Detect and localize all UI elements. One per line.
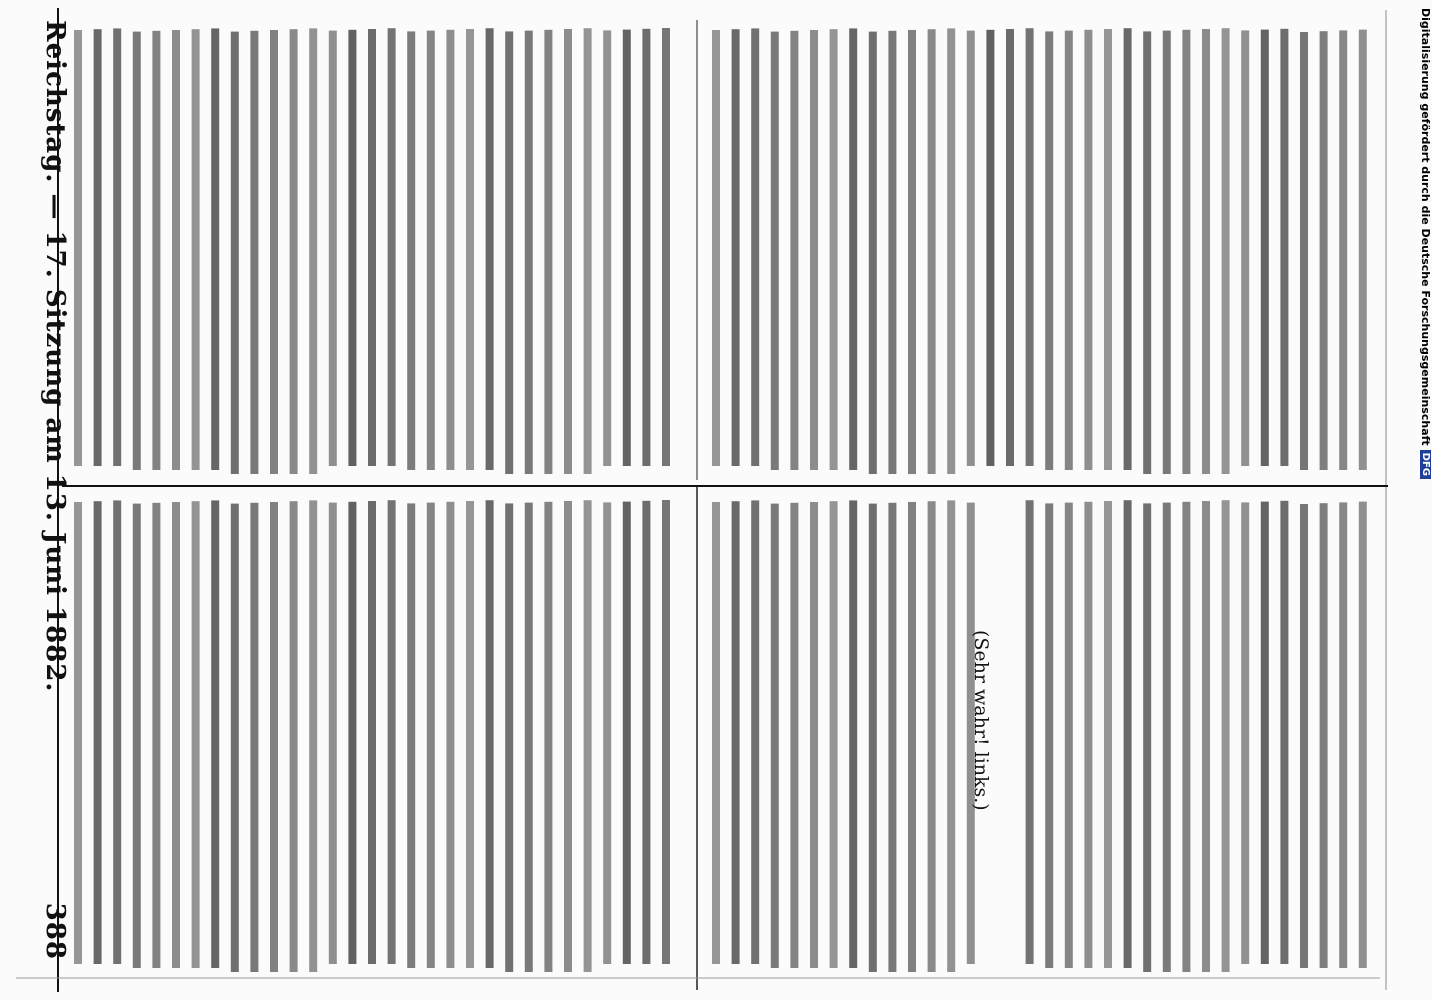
text-line <box>348 502 356 964</box>
text-line <box>1104 29 1112 470</box>
page-number: 388 <box>40 902 70 960</box>
text-line <box>771 504 779 968</box>
text-line <box>192 29 200 470</box>
text-line <box>388 28 396 466</box>
text-line <box>525 503 533 972</box>
text-line <box>947 28 955 474</box>
text-line <box>584 500 592 972</box>
text-line <box>1222 500 1230 972</box>
text-line <box>133 504 141 968</box>
text-line <box>849 28 857 470</box>
text-line <box>790 31 798 470</box>
text-line <box>270 502 278 972</box>
text-line <box>908 502 916 972</box>
running-header <box>40 20 70 960</box>
text-line <box>466 29 474 470</box>
text-line <box>947 500 955 972</box>
text-line <box>908 30 916 474</box>
text-line <box>662 500 670 964</box>
text-line <box>152 503 160 968</box>
text-line <box>751 500 759 964</box>
text-line <box>1300 504 1308 968</box>
text-line <box>1339 30 1347 470</box>
text-line <box>250 503 258 972</box>
text-line <box>1084 30 1092 470</box>
text-line <box>1182 502 1190 972</box>
text-line <box>1045 503 1053 968</box>
text-line <box>211 500 219 968</box>
text-line <box>446 502 454 968</box>
text-line <box>486 500 494 968</box>
text-line <box>211 28 219 470</box>
text-line <box>1026 28 1034 466</box>
text-line <box>869 504 877 972</box>
text-line <box>427 503 435 968</box>
text-line <box>544 502 552 972</box>
text-line <box>525 31 533 474</box>
text-line <box>231 504 239 972</box>
text-line <box>1202 501 1210 972</box>
text-line <box>505 31 513 474</box>
text-line <box>486 28 494 470</box>
text-line <box>231 32 239 474</box>
text-line <box>790 503 798 968</box>
text-line <box>1163 503 1171 972</box>
text-line <box>810 502 818 968</box>
text-line <box>986 30 994 466</box>
text-line <box>1065 503 1073 968</box>
text-line <box>584 28 592 474</box>
text-line <box>133 32 141 470</box>
text-line <box>1006 29 1014 466</box>
interjection-text: (Sehr wahr! links.) <box>970 630 992 811</box>
text-line <box>1261 30 1269 466</box>
text-line <box>94 29 102 466</box>
text-line <box>74 502 82 964</box>
text-line <box>74 30 82 466</box>
running-head: Reichstag. — 17. Sitzung am 13. Juni 1882. <box>40 20 70 693</box>
text-line <box>771 32 779 470</box>
text-line <box>270 30 278 474</box>
text-line <box>446 30 454 470</box>
text-line <box>1104 501 1112 968</box>
text-line <box>1202 29 1210 474</box>
text-line <box>712 30 720 466</box>
text-line <box>368 501 376 964</box>
text-line <box>869 32 877 474</box>
text-line <box>623 30 631 466</box>
text-line <box>849 500 857 968</box>
text-line <box>309 500 317 972</box>
text-line <box>1280 501 1288 964</box>
text-line <box>1280 29 1288 466</box>
text-line <box>427 31 435 470</box>
text-line <box>1065 31 1073 470</box>
text-line <box>407 31 415 470</box>
text-line <box>348 30 356 466</box>
text-line <box>888 503 896 972</box>
text-line <box>1300 32 1308 470</box>
text-line <box>505 503 513 972</box>
text-line <box>1143 31 1151 474</box>
dfg-logo-icon: DFG <box>1420 450 1431 479</box>
text-line <box>329 31 337 466</box>
text-line <box>830 29 838 470</box>
text-line <box>309 28 317 474</box>
text-line <box>751 28 759 466</box>
text-line <box>172 502 180 968</box>
text-line <box>1084 502 1092 968</box>
text-line <box>712 502 720 964</box>
text-line <box>564 501 572 972</box>
text-line <box>1143 503 1151 972</box>
text-line <box>642 501 650 964</box>
text-line <box>888 31 896 474</box>
text-line <box>1241 502 1249 964</box>
digitization-notice-text: Digitalisierung gefördert durch die Deutsche Forschungsgemeinschaft <box>1419 8 1432 446</box>
text-line <box>732 29 740 466</box>
text-line <box>642 29 650 466</box>
text-line <box>810 30 818 470</box>
text-line <box>830 501 838 968</box>
text-line <box>1222 28 1230 474</box>
text-line <box>928 29 936 474</box>
text-line <box>250 31 258 474</box>
text-line <box>172 30 180 470</box>
text-line <box>1261 502 1269 964</box>
text-line <box>407 503 415 968</box>
text-line <box>152 31 160 470</box>
text-line <box>1124 500 1132 968</box>
text-line <box>1182 30 1190 474</box>
text-line <box>466 501 474 968</box>
text-line <box>113 500 121 964</box>
text-line <box>192 501 200 968</box>
text-line <box>1359 502 1367 968</box>
text-line <box>388 500 396 964</box>
text-line <box>1320 31 1328 470</box>
text-line <box>564 29 572 474</box>
text-line <box>623 502 631 964</box>
text-line <box>1241 30 1249 466</box>
text-line <box>329 503 337 964</box>
text-line <box>1339 502 1347 968</box>
text-line <box>1163 31 1171 474</box>
text-line <box>603 502 611 964</box>
text-line <box>1320 503 1328 968</box>
text-line <box>1124 28 1132 470</box>
text-line <box>113 28 121 466</box>
text-line <box>94 501 102 964</box>
digitization-notice <box>1419 8 1432 479</box>
text-line <box>603 30 611 466</box>
text-line <box>368 29 376 466</box>
text-line <box>290 29 298 474</box>
text-line <box>967 31 975 466</box>
text-line <box>1359 30 1367 470</box>
text-line <box>544 30 552 474</box>
text-line <box>290 501 298 972</box>
text-line <box>662 28 670 466</box>
text-line <box>1026 500 1034 964</box>
text-line <box>732 501 740 964</box>
text-line <box>1045 31 1053 470</box>
text-line <box>928 501 936 972</box>
